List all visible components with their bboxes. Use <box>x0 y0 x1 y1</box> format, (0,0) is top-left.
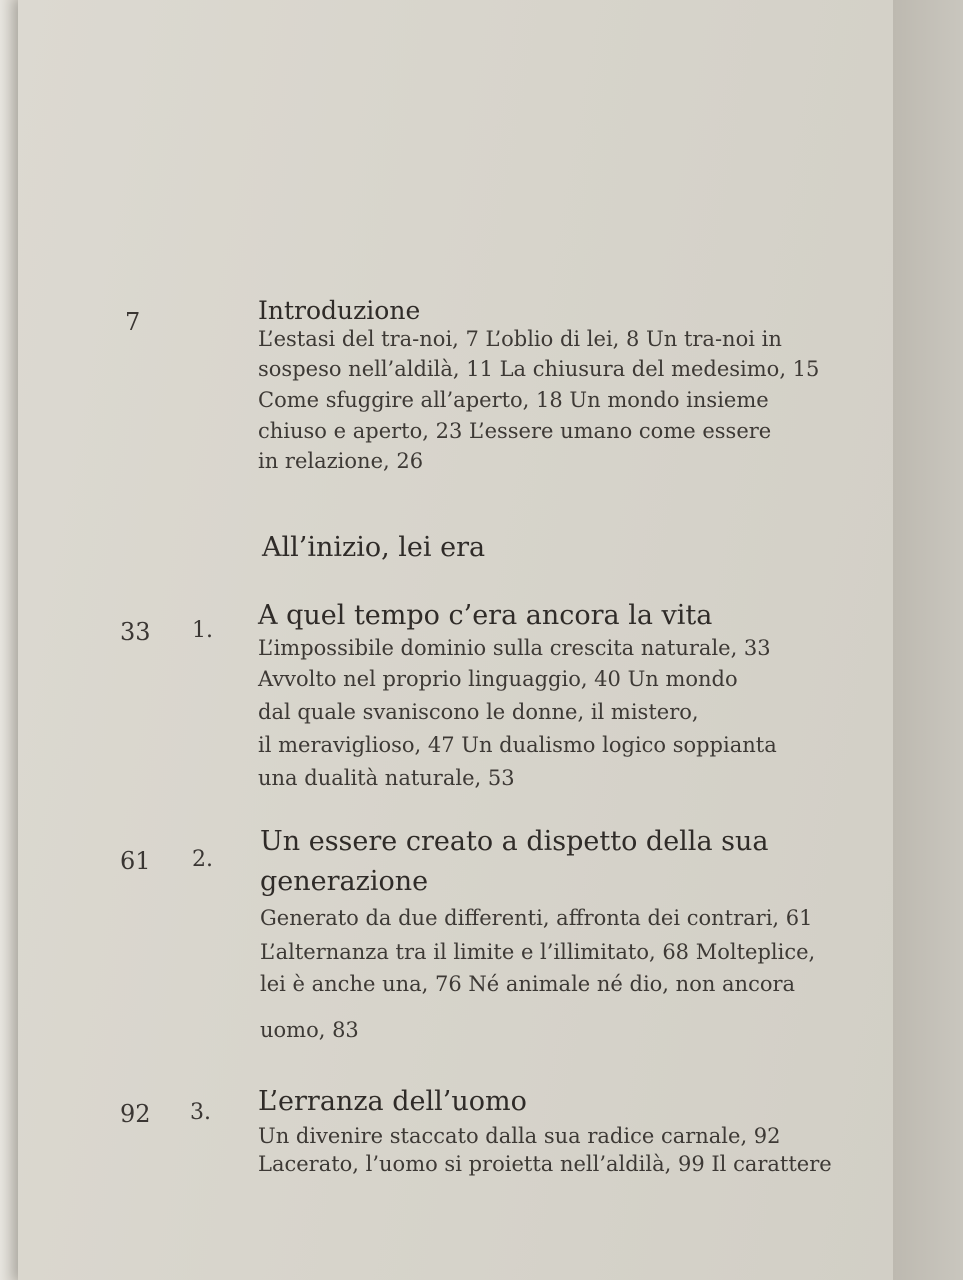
intro-line: in relazione, 26 <box>258 449 424 473</box>
chapter-2-line: uomo, 83 <box>260 1018 359 1042</box>
chapter-1-line: L’impossibile dominio sulla crescita naturale, 33 <box>258 636 771 660</box>
chapter-2-line: Generato da due differenti, affronta dei contrari, 61 <box>260 906 813 930</box>
chapter-3-title: L’erranza dell’uomo <box>258 1086 527 1117</box>
intro-line: sospeso nell’aldilà, 11 La chiusura del medesimo, 15 <box>258 357 820 381</box>
chapter-2-line: L’alternanza tra il limite e l’illimitato, 68 Molteplice, <box>260 940 816 964</box>
chapter-1-number: 1. <box>192 618 213 643</box>
chapter-1-page-number: 33 <box>120 618 151 646</box>
chapter-2-number: 2. <box>192 847 213 872</box>
chapter-3-page-number: 92 <box>120 1100 151 1128</box>
chapter-1-line: il meraviglioso, 47 Un dualismo logico soppianta <box>258 733 777 757</box>
section-title: All’inizio, lei era <box>262 532 486 563</box>
chapter-3-line: Lacerato, l’uomo si proietta nell’aldilà, 99 Il carattere <box>258 1152 832 1176</box>
chapter-3-number: 3. <box>190 1100 211 1125</box>
chapter-2-line: lei è anche una, 76 Né animale né dio, non ancora <box>260 972 796 996</box>
chapter-1-line: dal quale svaniscono le donne, il mistero, <box>258 700 699 724</box>
chapter-1-title: A quel tempo c’era ancora la vita <box>258 600 713 631</box>
intro-line: Come sfuggire all’aperto, 18 Un mondo insieme <box>258 388 769 412</box>
chapter-2-title-continued: generazione <box>260 866 429 897</box>
chapter-2-title: Un essere creato a dispetto della sua <box>260 826 769 857</box>
intro-title: Introduzione <box>258 296 421 325</box>
chapter-3-line: Un divenire staccato dalla sua radice carnale, 92 <box>258 1124 781 1148</box>
chapter-2-page-number: 61 <box>120 847 151 875</box>
intro-page-number: 7 <box>125 308 141 336</box>
intro-line: chiuso e aperto, 23 L’essere umano come essere <box>258 419 772 443</box>
chapter-1-line: Avvolto nel proprio linguaggio, 40 Un mondo <box>258 667 738 691</box>
chapter-1-line: una dualità naturale, 53 <box>258 766 515 790</box>
intro-line: L’estasi del tra-noi, 7 L’oblio di lei, 8 Un tra-noi in <box>258 327 782 351</box>
